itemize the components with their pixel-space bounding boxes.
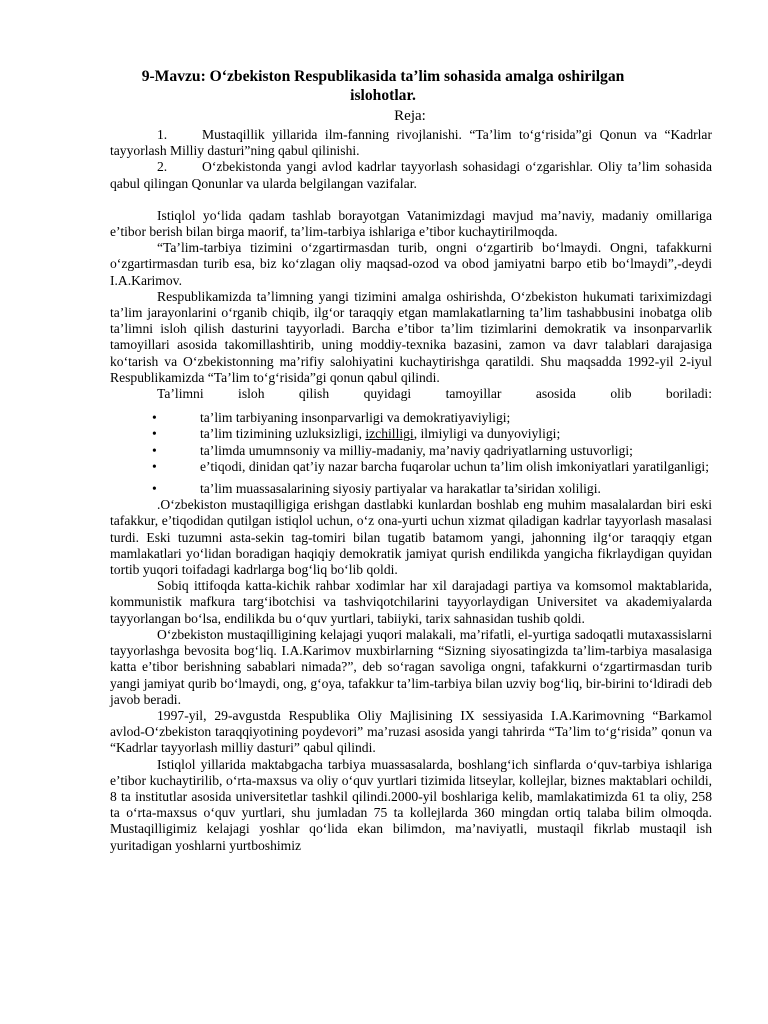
paragraph: Istiqlol yo‘lida qadam tashlab borayotgan Vatanimizdagi mavjud ma’naviy, madaniy omillariga e’tibor berish bilan birga maorif, ta’lim-tarbiya ishlariga e’tibor kuchaytirilmoqda.: [110, 207, 712, 240]
paragraph-gap: [110, 402, 712, 410]
paragraph: Respublikamizda ta’limning yangi tizimini amalga oshirishda, O‘zbekiston hukumati tariximizdagi ta’lim jarayonlarini o‘rganib chiqib, ilg‘or taraqqiy etgan mamlakatlarning ta’lim tashabbusini inobatga olib ta’limni isloh qilish dasturini tayyorladi. Barcha e’tibor ta’lim tizimlarini demokratik va insonparvarlik tamoyillari asosida takomillashtirib, uning moddiy-texnika bazasini, zamon va davr talablari darajasiga ko‘tarish va O‘zbekistonning ma’rifiy salohiyatini kuchaytirishga qaratildi. Shu maqsadda 1992-yil 2-iyul Respublikamizda “Ta’lim to‘g‘risida”gi qonun qabul qilindi.: [110, 288, 712, 385]
bullet-icon: •: [152, 442, 157, 458]
paragraph: Sobiq ittifoqda katta-kichik rahbar xodimlar har xil darajadagi partiya va komsomol maktablarida, kommunistik mafkura targ‘ibotchisi va tashviqotchilarini tayyorlaydigan Universitet va akademiyalarda tayyorlangan bo‘lsa, endilikda bu o‘quv yurtlari, tabiiyki, tarix sahnasidan tushib qoldi.: [110, 578, 712, 626]
paragraph: Istiqlol yillarida maktabgacha tarbiya muassasalarda, boshlang‘ich sinflarda o‘quv-tarbiya ishlariga e’tibor kuchaytirilib, o‘rta-maxsus va oliy o‘quv yurtlari tizimida litseylar, kollejlar, biznes maktablari ochildi, 8 ta institutlar asosida universitetlar tashkil qilindi.2000-yil boshlariga kelib, mamlakatimizda 61 ta oliy, 258 ta o‘rta-maxsus o‘quv yurtlari, shu jumladan 75 ta kollejlarda 360 mingdan ortiq talaba bilim olmoqda. Mustaqilligimiz kelajagi yoshlar qo‘lida ekan bilimdon, ma’naviyatli, mustaqil fikrlab mustaqil ish yuritadigan yoshlarni yurtboshimiz: [110, 756, 712, 853]
bullet-item: [110, 410, 712, 426]
bullet-text-part: , ilmiyligi va dunyoviyligi;: [413, 426, 561, 442]
plan-item-number: 2.: [157, 159, 168, 175]
bullet-icon: •: [152, 426, 157, 442]
bullet-text: ta’lim tarbiyaning insonparvarligi va demokratiyaviyligi;: [200, 410, 511, 426]
bullet-item: [110, 443, 712, 459]
plan-heading: Reja:: [394, 108, 426, 124]
paragraph-gap: [110, 192, 712, 208]
paragraph-quote: “Ta’lim-tarbiya tizimini o‘zgartirmasdan turib, ongni o‘zgartirib bo‘lmaydi. Ongni, tafakkurni o‘zgartirmasdan turib esa, biz ko‘zlagan oliy maqsad-ozod va obod jamiyatni barpo etib bo‘lmaydi”,-deydi I.A.Karimov.: [110, 240, 712, 288]
plan-item-text: O‘zbekistonda yangi avlod kadrlar tayyorlash sohasidagi o‘zgarishlar. Oliy ta’lim sohasida qabul qilingan Qonunlar va ularda belgilangan vazifalar.: [110, 159, 712, 191]
paragraph-principles-intro: Ta’limni isloh qilish quyidagi tamoyillar asosida olib boriladi:: [157, 386, 712, 402]
bullet-icon: •: [152, 458, 157, 474]
bullet-icon: •: [152, 481, 157, 497]
bullet-item: [110, 481, 712, 497]
bullet-icon: •: [152, 410, 157, 426]
plan-item-text: Mustaqillik yillarida ilm-fanning rivojlanishi. “Ta’lim to‘g‘risida”gi Qonun va “Kadrlar tayyorlash Milliy dasturi”ning qabul qilinishi.: [110, 127, 712, 159]
bullet-text: ta’limda umumnsoniy va milliy-madaniy, ma’naviy qadriyatlarning ustuvorligi;: [200, 442, 633, 458]
paragraph: .O‘zbekiston mustaqilligiga erishgan dastlabki kunlardan boshlab eng muhim masalalardan biri eski tafakkur, e’tiqodidan qutilgan istiqlol uchun, o‘z ona-yurti uchun xizmat qiladigan kadrlar tayyorlash masalasi turdi. Eski tuzumni asta-sekin tag-tomiri bilan tugatib batamom yangi, jahonning ilg‘or taraqqiy etgan mamlakatlari yo‘lidan boradigan haqiqiy demokratik jamiyat qurish endilikda yangicha fikrlaydigan quyidan tortib yuqori toifadagi kadrlarga bog‘liq bo‘lib qoldi.: [110, 497, 712, 578]
bullet-text: e’tiqodi, dinidan qat’iy nazar barcha fuqarolar uchun ta’lim olish imkoniyatlari yaratilganligi;: [200, 458, 709, 474]
underlined-word: izchilligi: [365, 426, 414, 442]
page-title: 9-Mavzu: O‘zbekiston Respublikasida ta’lim sohasida amalga oshirilgan islohotlar.: [141, 68, 625, 104]
bullet-item: [110, 426, 712, 442]
plan-item-1: [110, 127, 712, 159]
bullet-text: ta’lim muassasalarining siyosiy partiyalar va harakatlar ta’siridan xoliligi.: [200, 481, 601, 497]
paragraph: O‘zbekiston mustaqilligining kelajagi yuqori malakali, ma’rifatli, el-yurtiga sadoqatli mutaxassislarni tayyorlashga bevosita bog‘liq. I.A.Karimov muxbirlarning “Sizning siyosatingizda ta’lim-tarbiya masalasiga katta e’tibor berishning sabablari nimada?”, deb so‘ragan savoliga ongni, tafakkurni o‘zgartirmasdan turib yangi jamiyat qurib bo‘lmaydi, ong, g‘oya, tafakkur ta’lim-tarbiya bilan uzviy bog‘liq, bir-birini to‘ldiradi deb javob beradi.: [110, 626, 712, 707]
paragraph: 1997-yil, 29-avgustda Respublika Oliy Majlisining IX sessiyasida I.A.Karimovning “Barkamol avlod-O‘zbekiston taraqqiyotining poydevori” ma’ruzasi asosida yangi tahrirda “Ta’lim to‘g‘risida” qonun va “Kadrlar tayyorlash milliy dasturi” qabul qilindi.: [110, 707, 712, 756]
bullet-item: [110, 459, 712, 475]
bullet-text-part: ta’lim tizimining uzluksizligi,: [200, 426, 366, 442]
plan-item-number: 1.: [157, 127, 168, 142]
document-body: [110, 127, 712, 854]
bullet-text: [110, 426, 712, 442]
plan-item-2: [110, 159, 712, 191]
